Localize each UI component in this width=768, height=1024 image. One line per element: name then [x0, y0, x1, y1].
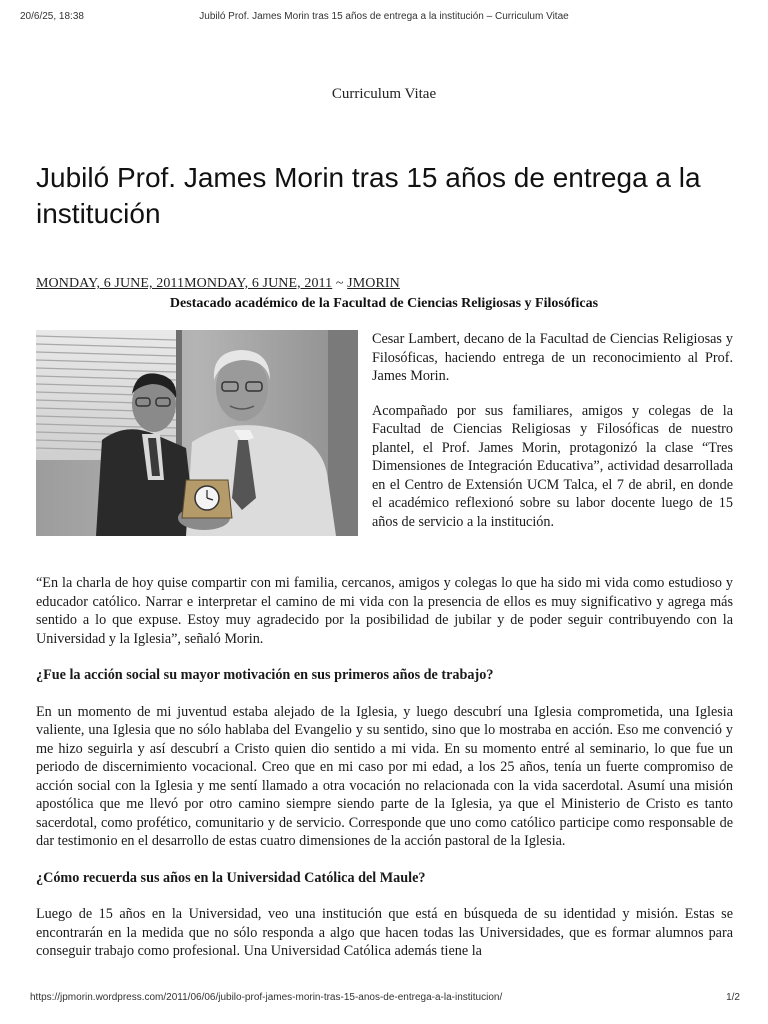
- interview-answer-1: En un momento de mi juventud estaba alejado de la Iglesia, y luego descubrí una Iglesia comprometida, una Iglesia valiente, una Iglesia que no sólo hablaba del Evangelio y su sentido, sino que lo mostraba en acción. Eso me convenció y me hizo seguirla y así descubrí a Cristo quien dio sentido a mi vida. En su momento entré al seminario, lo que fue un periodo de discernimiento vocacional. Creo que en mi caso por mi edad, a los 25 años, tenía un fuerte compromiso de acción social con la Iglesia y me sentí llamado a otra vocación no relacionada con la vida sacerdotal. Asumí una misión apostólica que me llevó por otro camino siempre siendo parte de la Iglesia, ya que el Ministerio de Cristo es tanto sacerdotal, como profético, comunitario y de servicio. Corresponde que uno como católico participe como responsable de dar testimonio en el desarrollo de estas cuatro dimensiones de la acción pastoral de la Iglesia.: [36, 703, 733, 849]
- article-body: [36, 574, 733, 979]
- site-title[interactable]: Curriculum Vitae: [331, 86, 437, 102]
- award-photo-image: [36, 330, 358, 536]
- interview-answer-2: Luego de 15 años en la Universidad, veo una institución que está en búsqueda de su identidad y misión. Estas se encontrarán en la medida que no sólo responda a algo que hacen todas las Universidades, que es formar alumnos para conseguir trabajo como profesional. Una Universidad Católica además tiene la: [36, 906, 733, 959]
- post-date-updated: MONDAY, 6 JUNE, 2011: [184, 276, 333, 291]
- post-author-link[interactable]: JMORIN: [347, 276, 400, 291]
- print-datetime: 20/6/25, 18:38: [20, 11, 84, 22]
- print-header: [0, 0, 768, 22]
- photo-caption: Cesar Lambert, decano de la Facultad de Ciencias Religiosas y Filosóficas, haciendo entrega de un reconocimiento al Prof. James Morin.: [372, 331, 733, 384]
- interview-question-2: ¿Cómo recuerda sus años en la Universidad Católica del Maule?: [36, 869, 426, 886]
- print-page-number: 1/2: [726, 992, 740, 1003]
- interview-question-1: ¿Fue la acción social su mayor motivación en sus primeros años de trabajo?: [36, 667, 494, 683]
- intro-paragraph: Acompañado por sus familiares, amigos y colegas de la Facultad de Ciencias Religiosas y Filosóficas de nuestro plantel, el Prof. James Morin, protagonizó la clase “Tres Dimensiones de Integración Educativa”, actividad desarrollada en el Centro de Extensión UCM Talca, el 7 de abril, en donde el académico reflexionó sobre su labor docente luego de 15 años de servicio a la institución.: [372, 402, 733, 530]
- photo-caption-column: [372, 330, 733, 547]
- post-meta: [36, 276, 400, 292]
- post-subtitle: Destacado académico de la Facultad de Ciencias Religiosas y Filosóficas: [169, 296, 599, 311]
- post-date-published: MONDAY, 6 JUNE, 2011: [36, 276, 185, 291]
- post-title: Jubiló Prof. James Morin tras 15 años de entrega a la institución: [36, 162, 701, 229]
- print-url: https://jpmorin.wordpress.com/2011/06/06/jubilo-prof-james-morin-tras-15-anos-de-entrega-a-la-institucion/: [30, 992, 503, 1003]
- post-photo: [36, 330, 358, 536]
- quote-paragraph: “En la charla de hoy quise compartir con mi familia, cercanos, amigos y colegas lo que ha sido mi vida como estudioso y educador católico. Narrar e interpretar el camino de mi vida con la presencia de ellos es muy significativo y agrega más sentido a lo que expuse. Estoy muy agradecido por la posibilidad de jubilar y de poder seguir contribuyendo con la Universidad y la Iglesia”, señaló Morin.: [36, 575, 733, 647]
- post-date-link[interactable]: [36, 276, 332, 291]
- print-page-title: Jubiló Prof. James Morin tras 15 años de entrega a la institución – Curriculum Vitae: [199, 11, 569, 22]
- meta-separator: ~: [335, 276, 344, 291]
